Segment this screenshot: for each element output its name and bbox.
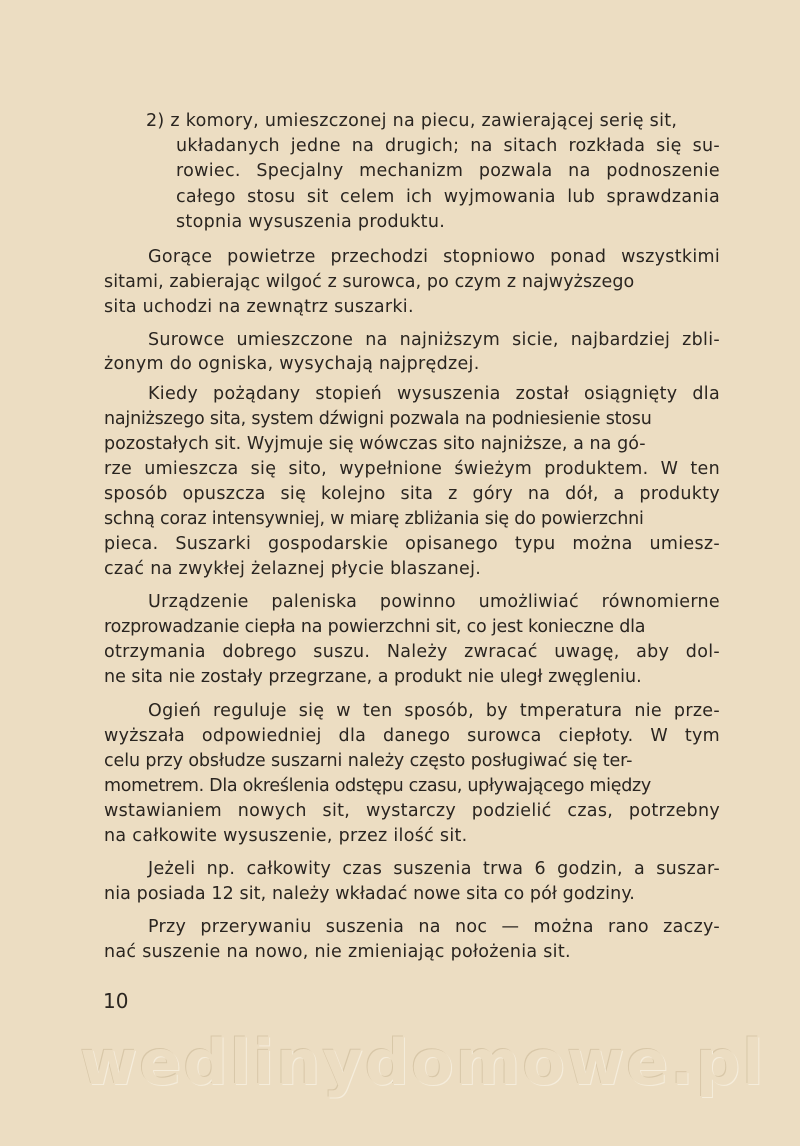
text-line: mometrem. Dla określenia odstępu czasu, upływającego między [104,776,651,796]
text-line: rze umieszcza się sito, wypełnione świeżym produktem. W ten [104,459,720,479]
text-line: celu przy obsłudze suszarni należy często posługiwać się ter- [104,751,633,771]
text-line: żonym do ogniska, wysychają najprędzej. [104,354,480,374]
text-line: wyższała odpowiedniej dla danego surowca ciepłoty. W tym [104,726,720,746]
text-line: Surowce umieszczone na najniższym sicie, najbardziej zbli- [148,330,720,350]
text-line: stopnia wysuszenia produktu. [176,212,446,232]
text-line: czać na zwykłej żelaznej płycie blaszanej. [104,559,482,579]
text-line: otrzymania dobrego suszu. Należy zwracać uwagę, aby dol- [104,642,720,662]
watermark: wedlinydomowe.pl [80,1026,766,1099]
text-line: układanych jedne na drugich; na sitach rozkłada się su- [176,136,720,156]
text-line: całego stosu sit celem ich wyjmowania lub sprawdzania [176,187,720,207]
text-line: najniższego sita, system dźwigni pozwala na podniesienie stosu [104,409,652,429]
text-line: Urządzenie paleniska powinno umożliwiać równomierne [148,592,720,612]
text-line: nia posiada 12 sit, należy wkładać nowe sita co pół godziny. [104,884,635,904]
text-line: sita uchodzi na zewnątrz suszarki. [104,297,414,317]
text-line: Przy przerywaniu suszenia na noc — można rano zaczy- [148,917,720,937]
text-line: Kiedy pożądany stopień wysuszenia został osiągnięty dla [148,384,720,404]
text-line: na całkowite wysuszenie, przez ilość sit. [104,826,468,846]
text-line: rozprowadzanie ciepła na powierzchni sit, co jest konieczne dla [104,617,646,637]
text-line: Gorące powietrze przechodzi stopniowo ponad wszystkimi [148,247,720,267]
text-line: Ogień reguluje się w ten sposób, by tmperatura nie prze- [148,701,720,721]
text-line: rowiec. Specjalny mechanizm pozwala na podnoszenie [176,161,720,181]
text-line: pieca. Suszarki gospodarskie opisanego typu można umiesz- [104,534,720,554]
text-line: pozostałych sit. Wyjmuje się wówczas sito najniższe, a na gó- [104,434,646,454]
text-line: wstawianiem nowych sit, wystarczy podzielić czas, potrzebny [104,801,720,821]
text-line: sitami, zabierając wilgoć z surowca, po czym z najwyższego [104,272,635,292]
text-line: schną coraz intensywniej, w miarę zbliżania się do powierzchni [104,509,644,529]
text-line: ne sita nie zostały przegrzane, a produkt nie uległ zwęgleniu. [104,667,642,687]
text-line: nać suszenie na nowo, nie zmieniając położenia sit. [104,942,571,962]
text-line: sposób opuszcza się kolejno sita z góry na dół, a produkty [104,484,720,504]
page-number: 10 [103,989,129,1013]
text-line: Jeżeli np. całkowity czas suszenia trwa 6 godzin, a suszar- [148,859,720,879]
text-line: 2) z komory, umieszczonej na piecu, zawierającej serię sit, [146,111,678,131]
